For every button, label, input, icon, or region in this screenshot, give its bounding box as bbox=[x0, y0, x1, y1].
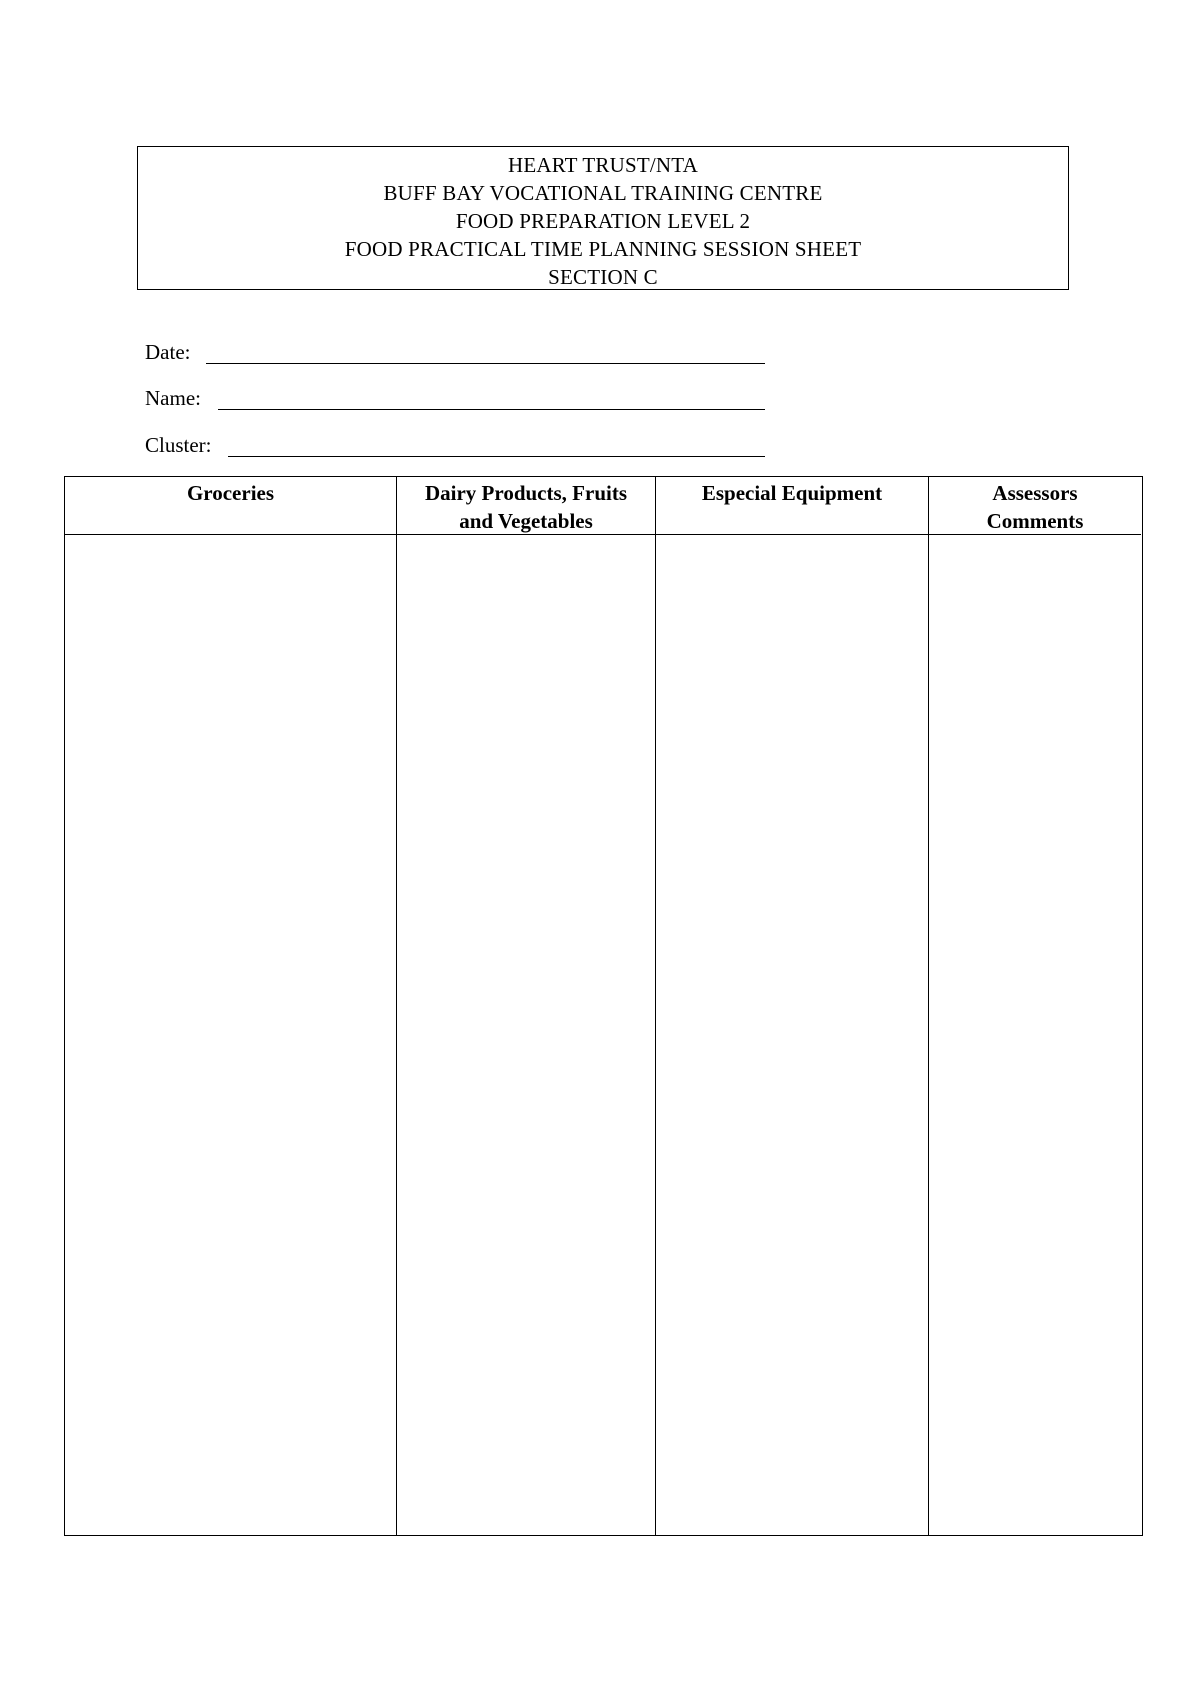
column-header-equipment-line1: Especial Equipment bbox=[701, 481, 883, 505]
column-body-dairy[interactable] bbox=[397, 535, 655, 1535]
column-body-groceries[interactable] bbox=[65, 535, 396, 1535]
column-header-dairy-line1: Dairy Products, Fruits bbox=[424, 481, 627, 505]
column-comments bbox=[928, 477, 1141, 1535]
column-header-dairy-line2: and Vegetables bbox=[459, 509, 593, 533]
column-groceries bbox=[65, 477, 396, 1535]
column-header-comments bbox=[929, 477, 1141, 535]
header-sheet-title: FOOD PRACTICAL TIME PLANNING SESSION SHEET bbox=[344, 237, 862, 261]
cluster-line[interactable] bbox=[228, 456, 765, 457]
name-field[interactable] bbox=[145, 384, 765, 412]
cluster-field[interactable] bbox=[145, 431, 765, 459]
header-section: SECTION C bbox=[548, 265, 658, 289]
planning-table bbox=[64, 476, 1143, 1536]
date-label: Date: bbox=[145, 340, 191, 364]
column-body-comments[interactable] bbox=[929, 535, 1141, 1535]
column-header-groceries-line1: Groceries bbox=[186, 481, 275, 505]
column-header-comments-line1: Assessors bbox=[992, 481, 1078, 505]
column-dairy bbox=[396, 477, 655, 1535]
header-organization: HEART TRUST/NTA bbox=[507, 153, 699, 177]
header-centre: BUFF BAY VOCATIONAL TRAINING CENTRE bbox=[383, 181, 823, 205]
header-course: FOOD PREPARATION LEVEL 2 bbox=[455, 209, 751, 233]
name-label: Name: bbox=[145, 386, 201, 410]
column-header-dairy bbox=[397, 477, 655, 535]
column-body-equipment[interactable] bbox=[656, 535, 928, 1535]
date-field[interactable] bbox=[145, 338, 765, 366]
column-header-groceries bbox=[65, 477, 396, 535]
date-line[interactable] bbox=[206, 363, 765, 364]
column-header-equipment bbox=[656, 477, 928, 535]
document-header bbox=[137, 146, 1069, 290]
name-line[interactable] bbox=[218, 409, 765, 410]
column-equipment bbox=[655, 477, 928, 1535]
column-header-comments-line2: Comments bbox=[986, 509, 1084, 533]
cluster-label: Cluster: bbox=[145, 433, 212, 457]
